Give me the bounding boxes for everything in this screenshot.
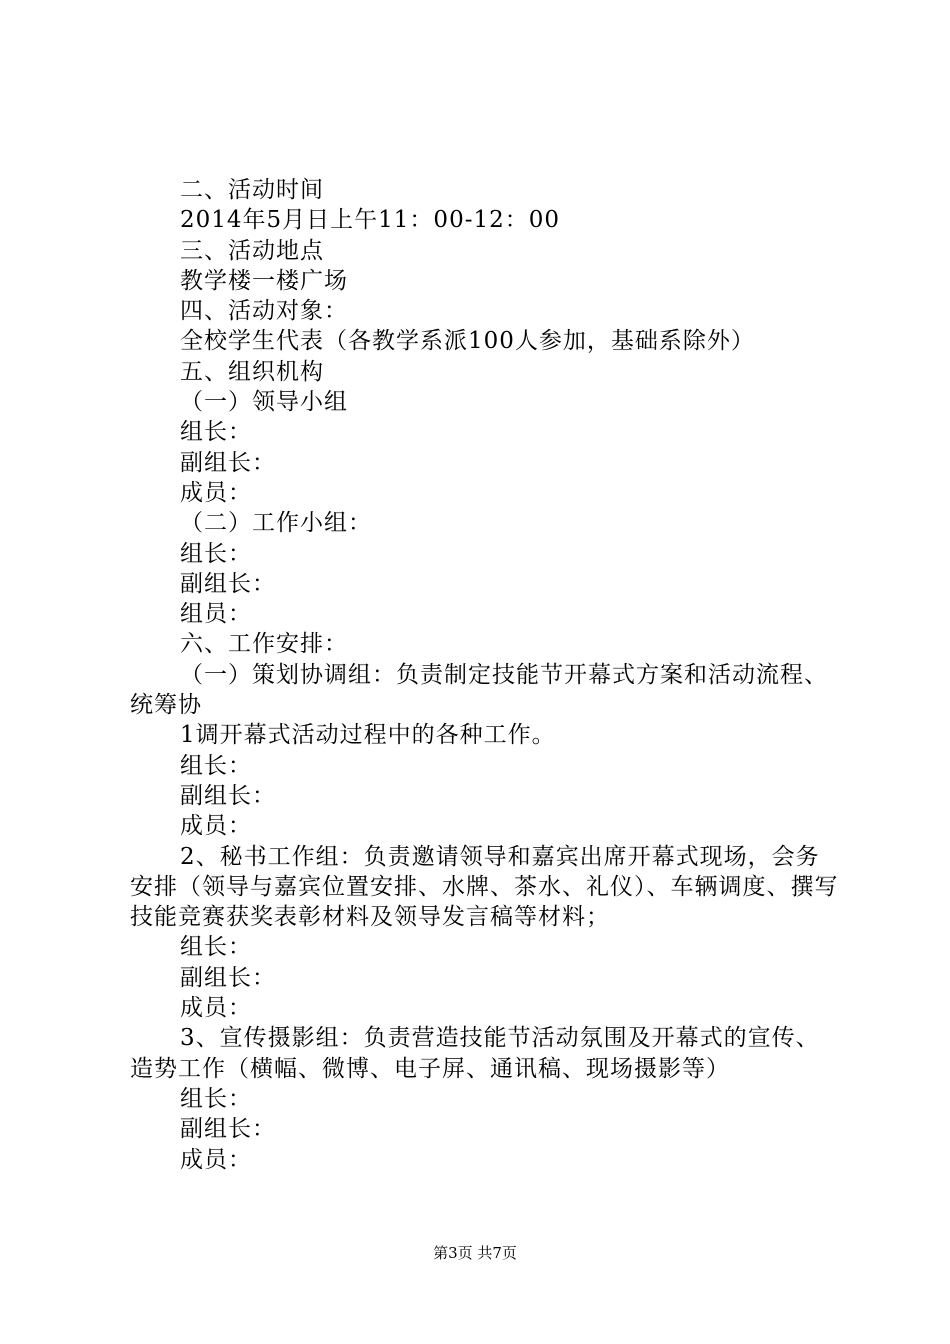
section-heading-time: 二、活动时间 (180, 177, 324, 203)
members-field: 成员： (180, 813, 252, 840)
deputy-leader-field: 副组长： (180, 570, 276, 597)
activity-time-value: 2014年5月日上午11：00-12：00 (180, 207, 561, 234)
working-group-heading: （二）工作小组： (180, 510, 372, 537)
leadership-group-heading: （一）领导小组 (180, 389, 348, 416)
section-heading-audience: 四、活动对象： (180, 298, 348, 325)
document-body (130, 175, 850, 1175)
members-field: 成员： (180, 995, 252, 1022)
deputy-leader-field: 副组长： (180, 964, 276, 991)
members-field: 成员： (180, 479, 252, 506)
deputy-leader-field: 副组长： (180, 782, 276, 809)
section-heading-location: 三、活动地点 (180, 237, 324, 264)
leader-field: 组长： (180, 419, 252, 446)
planning-group-paragraph: （一）策划协调组：负责制定技能节开幕式方案和活动流程、统筹协 (130, 661, 828, 719)
activity-audience-value: 全校学生代表（各教学系派100人参加，基础系除外） (180, 328, 755, 355)
members-field: 成员： (180, 1146, 252, 1173)
leader-field: 组长： (180, 540, 252, 567)
leader-field: 组长： (180, 752, 252, 779)
section-heading-arrangements: 六、工作安排： (180, 631, 348, 658)
leader-field: 组长： (180, 1085, 252, 1112)
publicity-group-paragraph: 3、宣传摄影组：负责营造技能节活动氛围及开幕式的宣传、造势工作（横幅、微博、电子屏、通讯稿、现场摄影等） (130, 1025, 820, 1082)
section-heading-organization: 五、组织机构 (180, 358, 324, 385)
deputy-leader-field: 副组长： (180, 449, 276, 476)
members-field: 组员： (180, 601, 252, 628)
leader-field: 组长： (180, 934, 252, 961)
deputy-leader-field: 副组长： (180, 1116, 276, 1143)
planning-group-continuation: 1调开幕式活动过程中的各种工作。 (180, 722, 556, 749)
activity-location-value: 教学楼一楼广场 (180, 267, 348, 294)
secretary-group-paragraph: 2、秘书工作组：负责邀请领导和嘉宾出席开幕式现场，会务安排（领导与嘉宾位置安排、水牌、茶水、礼仪）、车辆调度、撰写技能竞赛获奖表彰材料及领导发言稿等材料； (130, 843, 839, 931)
page-number-footer: 第3页 共7页 (433, 1244, 517, 1262)
